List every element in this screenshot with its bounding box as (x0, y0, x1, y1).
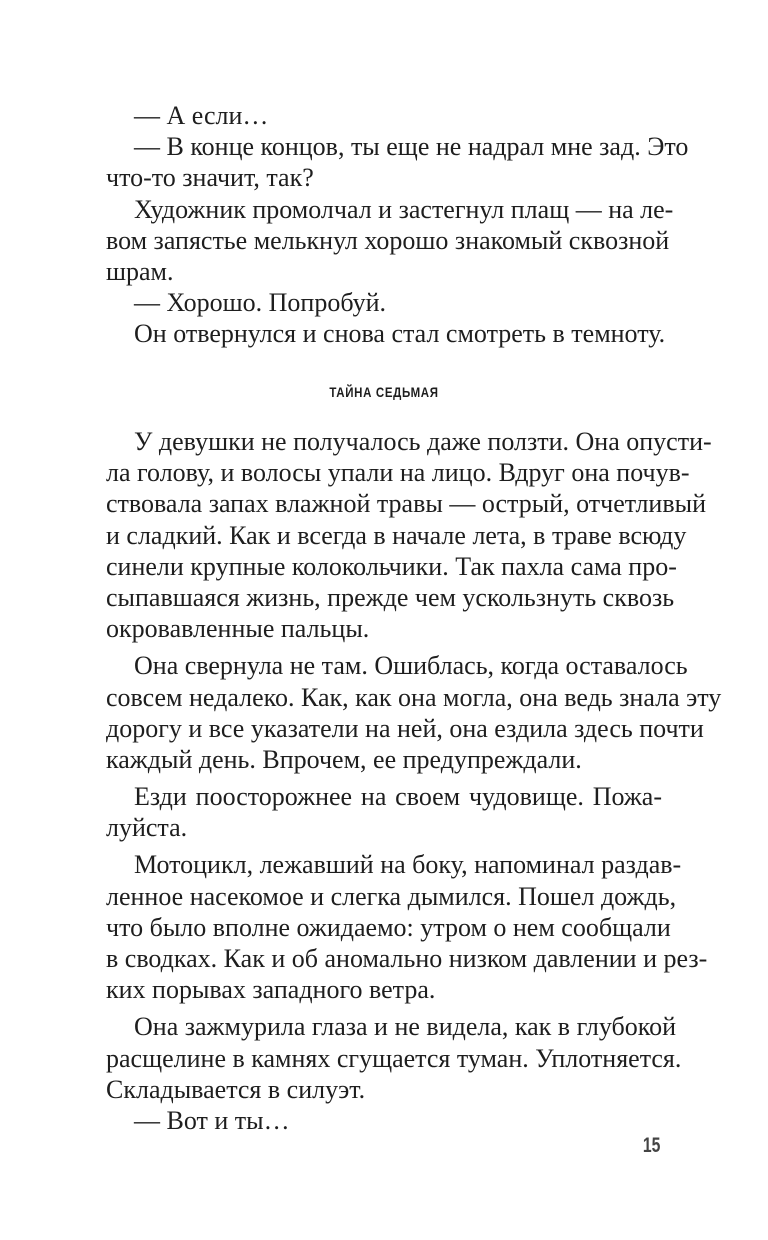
paragraph-line: вом запястье мелькнул хорошо знакомый сквозной (106, 225, 670, 255)
paragraph-line: У девушки не получалось даже ползти. Она опусти- (134, 427, 712, 456)
paragraph-line: Он отвернулся и снова стал смотреть в темноту. (134, 319, 666, 349)
paragraph-line: луйста. (106, 813, 188, 843)
paragraph-line: Езди поосторожнее на своем чудовище. Пожа- (134, 782, 662, 812)
paragraph-line: ленное насекомое и слегка дымился. Пошел дождь, (106, 881, 677, 911)
paragraph-line: сыпавшаяся жизнь, прежде чем ускользнуть сквозь (106, 582, 675, 612)
paragraph-line: ких порывах западного ветра. (106, 975, 436, 1005)
paragraph-line: Она зажмурила глаза и не видела, как в глубокой (134, 1012, 677, 1042)
paragraph-line: и сладкий. Как и всегда в начале лета, в траве всюду (106, 520, 687, 550)
paragraph-line: — Хорошо. Попробуй. (134, 288, 387, 318)
chapter-heading: ТАЙНА СЕДЬМАЯ (329, 384, 439, 400)
paragraph-line: дорогу и все указатели на ней, она ездила здесь почти (106, 713, 704, 743)
paragraph-line: окровавленные пальцы. (106, 614, 370, 644)
paragraph-line: Складывается в силуэт. (106, 1074, 366, 1104)
paragraph-line: совсем недалеко. Как, как она могла, она ведь знала эту (106, 682, 722, 712)
paragraph-line: что было вполне ожидаемо: утром о нем сообщали (106, 912, 671, 942)
paragraph-line: — А если… (134, 101, 269, 130)
chapter-body (106, 426, 722, 1136)
page-number: 15 (642, 1134, 660, 1157)
paragraph-line: Она свернула не там. Ошиблась, когда оставалось (134, 651, 688, 681)
paragraph-line: шрам. (106, 256, 174, 286)
dialogue-section (106, 100, 689, 350)
paragraph-line: расщелине в камнях сгущается туман. Уплотняется. (106, 1043, 682, 1073)
paragraph-line: синели крупные колокольчики. Так пахла сама про- (106, 551, 677, 581)
paragraph-line: ствовала запах влажной травы — острый, отчетливый (106, 489, 706, 519)
paragraph-line: что-то значит, так? (106, 163, 314, 193)
paragraph-line: ла голову, и волосы упали на лицо. Вдруг она почув- (106, 458, 690, 488)
paragraph-line: в сводках. Как и об аномально низком давлении и рез- (106, 944, 708, 973)
paragraph-line: Мотоцикл, лежавший на боку, напоминал раздав- (134, 850, 682, 880)
paragraph-line: — Вот и ты… (134, 1105, 290, 1135)
paragraph-line: каждый день. Впрочем, ее предупреждали. (106, 744, 582, 774)
paragraph-line: Художник промолчал и застегнул плащ — на ле- (134, 194, 674, 224)
paragraph-line: — В конце концов, ты еще не надрал мне зад. Это (134, 132, 689, 162)
